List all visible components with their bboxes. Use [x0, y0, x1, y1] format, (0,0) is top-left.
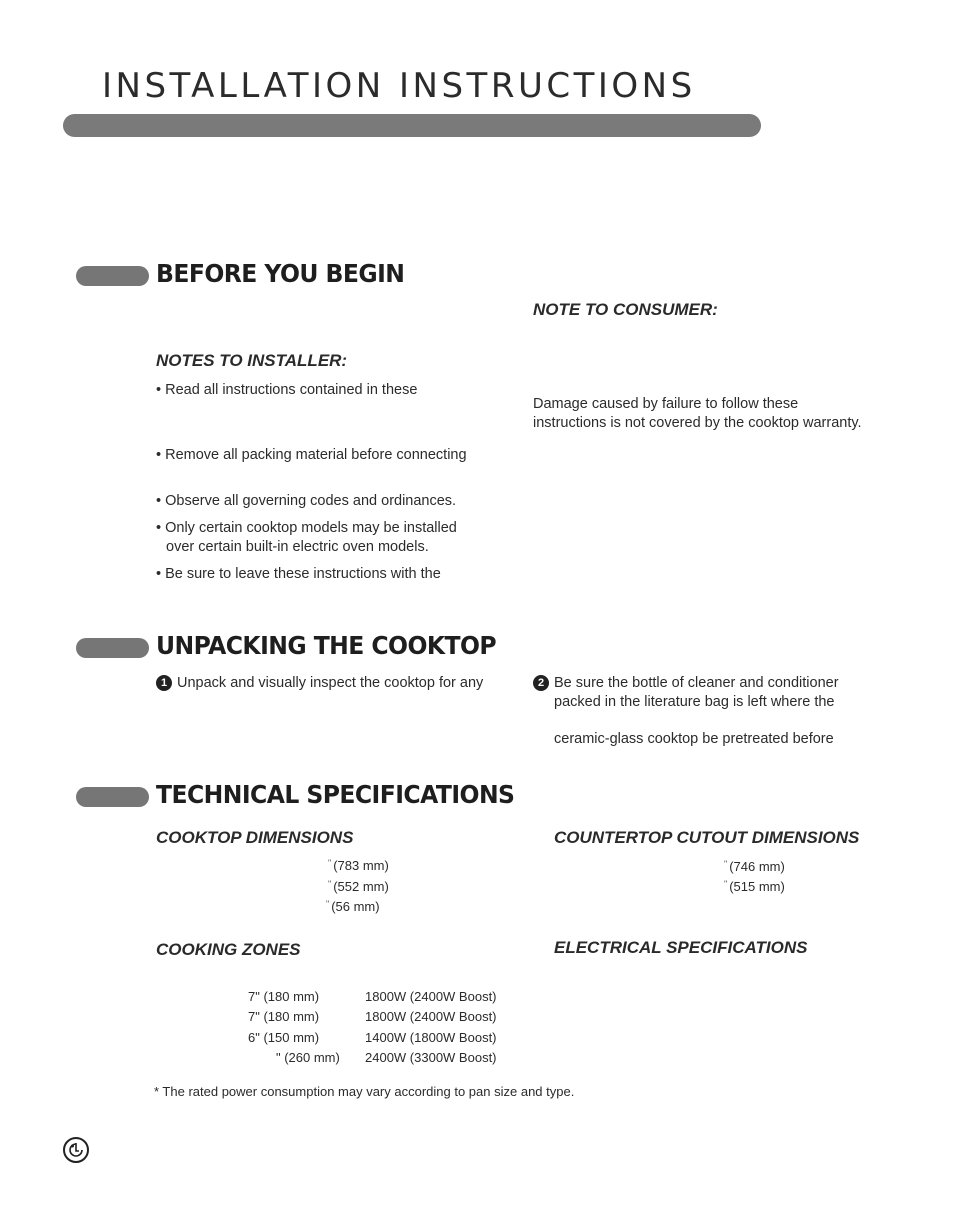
cutout-dim-1: " (746 mm): [724, 859, 785, 874]
section-heading-unpacking: UNPACKING THE COOKTOP: [156, 631, 497, 660]
page-title: INSTALLATION INSTRUCTIONS: [102, 66, 696, 106]
lg-logo-graphic: [65, 1139, 87, 1161]
cooking-zones-heading: COOKING ZONES: [156, 940, 301, 959]
notes-to-installer-heading: NOTES TO INSTALLER:: [156, 351, 348, 370]
zone-power-3: 1400W (1800W Boost): [365, 1030, 497, 1045]
section-marker-pill: [76, 266, 149, 286]
power-footnote: * The rated power consumption may vary according to pan size and type.: [154, 1084, 575, 1099]
lg-logo-icon: [63, 1137, 89, 1163]
unpack-step-2-text-2: packed in the literature bag is left where the: [554, 694, 835, 710]
zone-power-2: 1800W (2400W Boost): [365, 1009, 497, 1024]
unpack-step-1: [156, 674, 483, 693]
installer-note-2: • Remove all packing material before connecting: [156, 447, 467, 463]
unpack-step-2-text-3: ceramic-glass cooktop be pretreated before: [554, 731, 834, 747]
cooktop-dim-1: " (783 mm): [328, 858, 389, 873]
installer-note-4: • Only certain cooktop models may be installed: [156, 520, 457, 536]
cooktop-dim-3: " (56 mm): [326, 899, 380, 914]
cooktop-dimensions-heading: COOKTOP DIMENSIONS: [156, 828, 354, 847]
installer-note-1: • Read all instructions contained in these: [156, 382, 418, 398]
installer-note-5: • Be sure to leave these instructions with the: [156, 566, 441, 582]
cutout-dimensions-heading: COUNTERTOP CUTOUT DIMENSIONS: [554, 828, 860, 847]
zone-size-4: " (260 mm): [276, 1050, 340, 1065]
consumer-note-line-1: Damage caused by failure to follow these: [533, 396, 799, 412]
title-divider-bar: [63, 114, 761, 137]
unpack-step-2: [533, 674, 839, 693]
section-marker-pill: [76, 787, 149, 807]
section-marker-pill: [76, 638, 149, 658]
zone-power-1: 1800W (2400W Boost): [365, 989, 497, 1004]
electrical-specs-heading: ELECTRICAL SPECIFICATIONS: [554, 938, 808, 957]
note-to-consumer-heading: NOTE TO CONSUMER:: [533, 300, 718, 319]
zone-size-3: 6" (150 mm): [248, 1030, 320, 1045]
cutout-dim-2: " (515 mm): [724, 879, 785, 894]
zone-size-2: 7" (180 mm): [248, 1009, 320, 1024]
step-number-2-icon: 2: [533, 675, 549, 691]
section-heading-technical-specs: TECHNICAL SPECIFICATIONS: [156, 780, 515, 809]
zone-size-1: 7" (180 mm): [248, 989, 320, 1004]
installer-note-3: • Observe all governing codes and ordinances.: [156, 493, 457, 509]
unpack-step-2-text-1: Be sure the bottle of cleaner and conditioner: [554, 675, 839, 691]
zone-power-4: 2400W (3300W Boost): [365, 1050, 497, 1065]
installer-note-4-cont: over certain built-in electric oven models.: [166, 539, 429, 555]
consumer-note-line-2: instructions is not covered by the cooktop warranty.: [533, 415, 862, 431]
step-number-1-icon: 1: [156, 675, 172, 691]
cooktop-dim-2: " (552 mm): [328, 879, 389, 894]
unpack-step-1-text: Unpack and visually inspect the cooktop for any: [177, 675, 484, 691]
section-heading-before-you-begin: BEFORE YOU BEGIN: [156, 259, 405, 288]
